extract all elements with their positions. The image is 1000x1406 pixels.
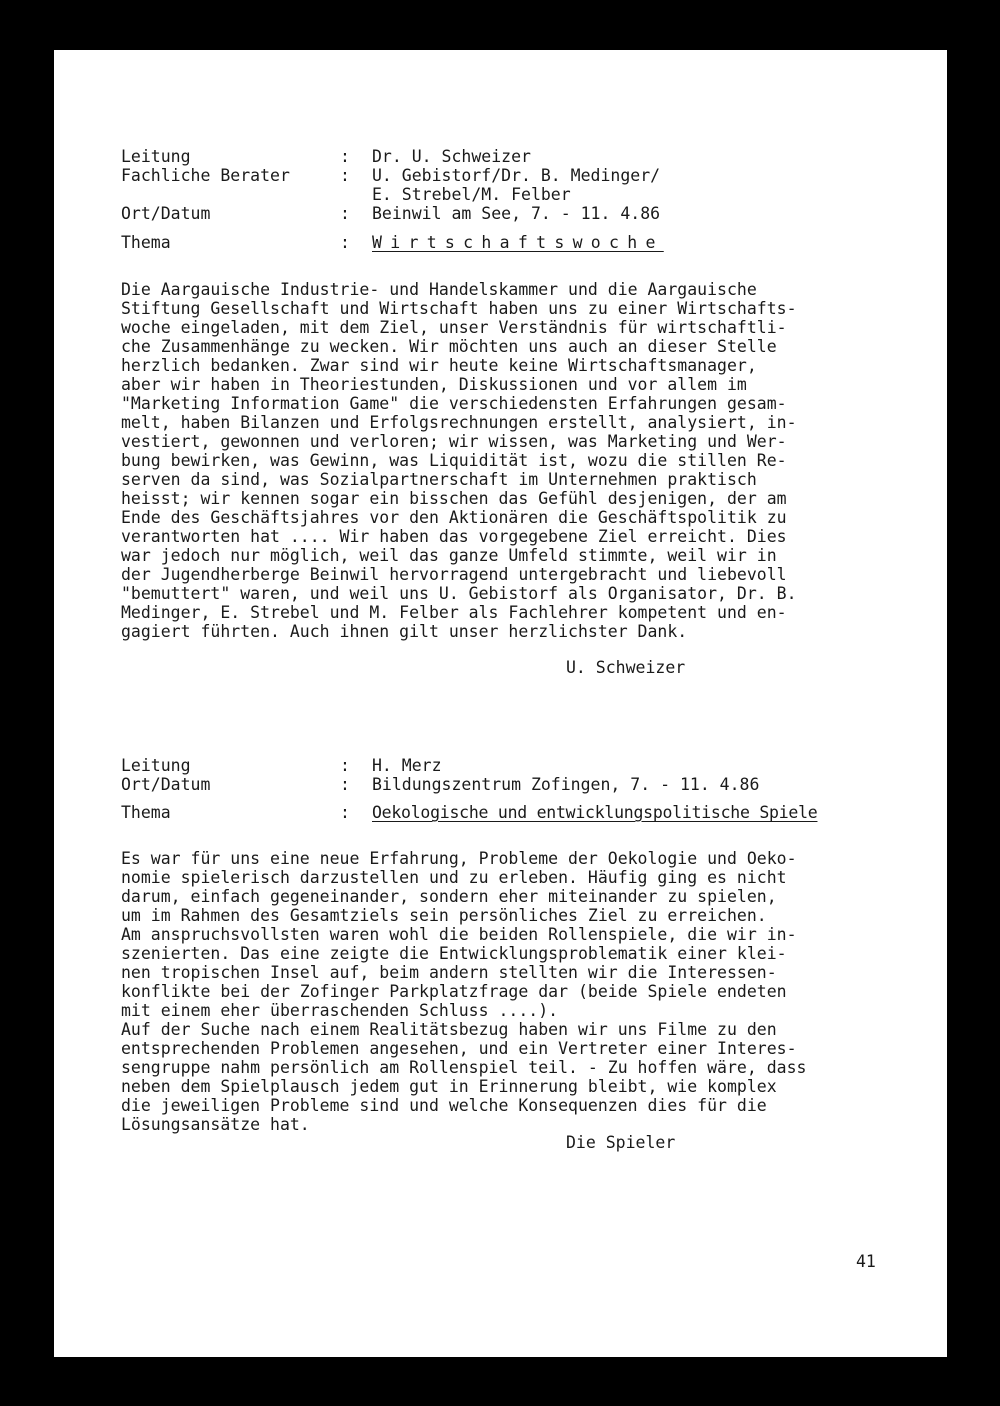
- text-line: Ende des Geschäftsjahres vor den Aktionären die Geschäftspolitik zu: [121, 508, 787, 527]
- text-line: konflikte bei der Zofinger Parkplatzfrage dar (beide Spiele endeten: [121, 982, 787, 1001]
- ort-datum-value: Beinwil am See, 7. - 11. 4.86: [372, 204, 661, 223]
- text-line: heisst; wir kennen sogar ein bisschen das Gefühl desjenigen, der am: [121, 489, 787, 508]
- section2-body: [121, 849, 951, 1134]
- thema-label: Thema: [121, 233, 171, 252]
- thema-value: Wirtschaftswoche: [372, 233, 664, 252]
- berater-value: U. Gebistorf/Dr. B. Medinger/: [372, 166, 661, 185]
- leitung-value: H. Merz: [372, 756, 442, 775]
- text-line: szenierten. Das eine zeigte die Entwicklungsproblematik einer klei-: [121, 944, 787, 963]
- text-line: die jeweiligen Probleme sind und welche Konsequenzen dies für die: [121, 1096, 767, 1115]
- text-line: sengruppe nahm persönlich am Rollenspiel teil. - Zu hoffen wäre, dass: [121, 1058, 807, 1077]
- text-line: entsprechenden Problemen angesehen, und ein Vertreter einer Interes-: [121, 1039, 797, 1058]
- text-line: "bemuttert" waren, und weil uns U. Gebistorf als Organisator, Dr. B.: [121, 584, 797, 603]
- document-page: [54, 50, 947, 1357]
- text-line: verantworten hat .... Wir haben das vorgegebene Ziel erreicht. Dies: [121, 527, 787, 546]
- leitung-label: Leitung: [121, 147, 191, 166]
- text-line: che Zusammenhänge zu wecken. Wir möchten uns auch an dieser Stelle: [121, 337, 777, 356]
- text-line: war jedoch nur möglich, weil das ganze Umfeld stimmte, weil wir in: [121, 546, 777, 565]
- text-line: darum, einfach gegeneinander, sondern eher miteinander zu spielen,: [121, 887, 777, 906]
- text-line: Am anspruchsvollsten waren wohl die beiden Rollenspiele, die wir in-: [121, 925, 797, 944]
- leitung-value: Dr. U. Schweizer: [372, 147, 531, 166]
- text-line: herzlich bedanken. Zwar sind wir heute keine Wirtschaftsmanager,: [121, 356, 757, 375]
- text-line: nomie spielerisch darzustellen und zu erleben. Häufig ging es nicht: [121, 868, 787, 887]
- text-line: neben dem Spielplausch jedem gut in Erinnerung bleibt, wie komplex: [121, 1077, 777, 1096]
- page-number: 41: [856, 1252, 876, 1271]
- signature: U. Schweizer: [566, 658, 686, 677]
- text-line: Auf der Suche nach einem Realitätsbezug haben wir uns Filme zu den: [121, 1020, 777, 1039]
- text-line: bung bewirken, was Gewinn, was Liquidität ist, wozu die stillen Re-: [121, 451, 787, 470]
- text-line: um im Rahmen des Gesamtziels sein persönliches Ziel zu erreichen.: [121, 906, 767, 925]
- thema-value: Oekologische und entwicklungspolitische Spiele: [372, 803, 818, 822]
- colon: :: [340, 756, 350, 775]
- text-line: mit einem eher überraschenden Schluss ....).: [121, 1001, 559, 1020]
- ort-datum-label: Ort/Datum: [121, 775, 211, 794]
- text-line: Medinger, E. Strebel und M. Felber als Fachlehrer kompetent und en-: [121, 603, 787, 622]
- colon: :: [340, 233, 350, 252]
- text-line: "Marketing Information Game" die verschiedensten Erfahrungen gesam-: [121, 394, 787, 413]
- text-line: der Jugendherberge Beinwil hervorragend untergebracht und liebevoll: [121, 565, 787, 584]
- berater-value-continued: E. Strebel/M. Felber: [372, 185, 571, 204]
- berater-label: Fachliche Berater: [121, 166, 290, 185]
- colon: :: [340, 803, 350, 822]
- ort-datum-label: Ort/Datum: [121, 204, 211, 223]
- text-line: aber wir haben in Theoriestunden, Diskussionen und vor allem im: [121, 375, 747, 394]
- signature: Die Spieler: [566, 1133, 676, 1152]
- colon: :: [340, 166, 350, 185]
- text-line: woche eingeladen, mit dem Ziel, unser Verständnis für wirtschaftli-: [121, 318, 787, 337]
- section1-body: [121, 280, 941, 641]
- thema-label: Thema: [121, 803, 171, 822]
- text-line: serven da sind, was Sozialpartnerschaft im Unternehmen praktisch: [121, 470, 757, 489]
- text-line: vestiert, gewonnen und verloren; wir wissen, was Marketing und Wer-: [121, 432, 787, 451]
- text-line: Lösungsansätze hat.: [121, 1115, 310, 1134]
- colon: :: [340, 204, 350, 223]
- text-line: nen tropischen Insel auf, beim andern stellten wir die Interessen-: [121, 963, 777, 982]
- text-line: Es war für uns eine neue Erfahrung, Probleme der Oekologie und Oeko-: [121, 849, 797, 868]
- colon: :: [340, 147, 350, 166]
- text-line: Stiftung Gesellschaft und Wirtschaft haben uns zu einer Wirtschafts-: [121, 299, 797, 318]
- text-line: Die Aargauische Industrie- und Handelskammer und die Aargauische: [121, 280, 757, 299]
- leitung-label: Leitung: [121, 756, 191, 775]
- text-line: gagiert führten. Auch ihnen gilt unser herzlichster Dank.: [121, 622, 688, 641]
- ort-datum-value: Bildungszentrum Zofingen, 7. - 11. 4.86: [372, 775, 760, 794]
- text-line: melt, haben Bilanzen und Erfolgsrechnungen erstellt, analysiert, in-: [121, 413, 797, 432]
- colon: :: [340, 775, 350, 794]
